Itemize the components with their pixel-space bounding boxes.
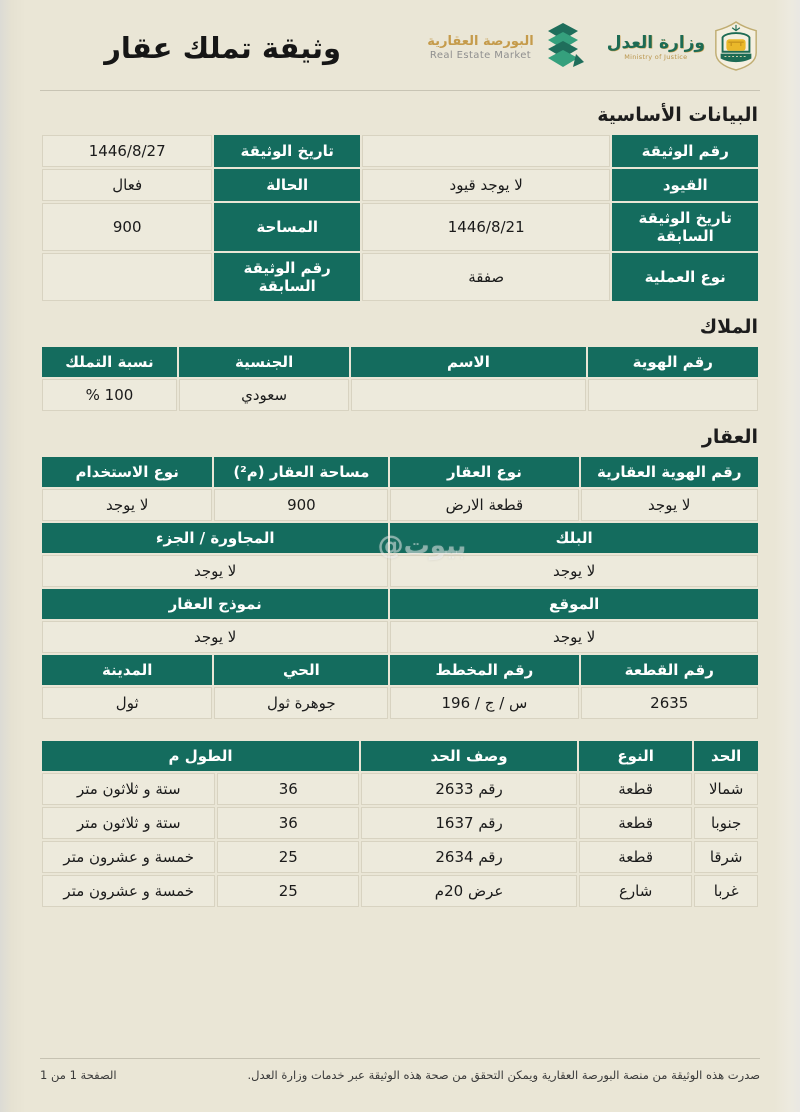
property-value-city: ثول — [42, 687, 212, 719]
section-heading-property: العقار — [701, 426, 758, 448]
property-value-block: لا يوجد — [390, 555, 758, 587]
table-row — [42, 621, 758, 653]
moj-logo-english-label: Ministry of Justice — [624, 53, 688, 62]
owners-table — [40, 345, 760, 413]
bounds-east-type: قطعة — [579, 841, 692, 873]
basic-label-restrictions: القيود — [612, 169, 758, 201]
property-header-property-type: نوع العقار — [390, 457, 578, 487]
table-row — [42, 489, 758, 521]
footer-note: صدرت هذه الوثيقة من منصة البورصة العقارية ويمكن التحقق من صحة هذه الوثيقة عبر خدمات وزارة العدل. — [247, 1068, 760, 1082]
property-header-usage-type: نوع الاستخدام — [42, 457, 212, 487]
basic-value-restrictions: لا يوجد قيود — [362, 169, 611, 201]
property-header-real-estate-id: رقم الهوية العقارية — [581, 457, 759, 487]
bounds-north-description: رقم 2633 — [361, 773, 577, 805]
owners-value-nationality: سعودي — [179, 379, 349, 411]
property-header-plan-number: رقم المخطط — [390, 655, 578, 685]
table-row — [42, 841, 758, 873]
owners-value-ownership-share: % 100 — [42, 379, 177, 411]
owners-value-name — [351, 379, 585, 411]
bounds-north-length-text: ستة و ثلاثون متر — [42, 773, 215, 805]
property-value-real-estate-id: لا يوجد — [581, 489, 759, 521]
ministry-of-justice-emblem-icon — [712, 20, 760, 76]
property-header-city: المدينة — [42, 655, 212, 685]
table-row — [42, 589, 758, 619]
table-row — [42, 457, 758, 487]
table-row — [42, 253, 758, 301]
basic-value-operation-type: صفقة — [362, 253, 611, 301]
real-estate-market-logo-text — [427, 34, 533, 63]
property-header-plot-number: رقم القطعة — [581, 655, 759, 685]
property-header-district: الحي — [214, 655, 388, 685]
boundaries-table — [40, 739, 760, 909]
section-heading-basic-data: البيانات الأساسية — [597, 104, 758, 126]
bounds-east-description: رقم 2634 — [361, 841, 577, 873]
bounds-north-type: قطعة — [579, 773, 692, 805]
bounds-east-side: شرقا — [694, 841, 758, 873]
property-header-block: البلك — [390, 523, 758, 553]
bounds-east-length-text: خمسة و عشرون متر — [42, 841, 215, 873]
real-estate-market-logo — [427, 21, 584, 75]
property-header-property-model: نموذج العقار — [42, 589, 388, 619]
property-value-plot-number: 2635 — [581, 687, 759, 719]
basic-value-area: 900 — [42, 203, 212, 251]
bounds-west-length-text: خمسة و عشرون متر — [42, 875, 215, 907]
rem-logo-english-label: Real Estate Market — [429, 49, 532, 61]
owners-header-nationality: الجنسية — [179, 347, 349, 377]
bounds-south-length-text: ستة و ثلاثون متر — [42, 807, 215, 839]
property-header-property-area: مساحة العقار (م²) — [214, 457, 388, 487]
basic-label-status: الحالة — [214, 169, 360, 201]
bounds-north-length-number: 36 — [217, 773, 359, 805]
property-value-plan-number: س / ج / 196 — [390, 687, 578, 719]
page-title: وثيقة تملك عقار — [104, 31, 342, 65]
rem-logo-arabic-label: البورصة العقارية — [427, 33, 534, 49]
header — [40, 10, 760, 91]
basic-label-previous-document-number: رقم الوثيقة السابقة — [214, 253, 360, 301]
bounds-west-side: غربا — [694, 875, 758, 907]
basic-label-operation-type: نوع العملية — [612, 253, 758, 301]
table-row — [42, 741, 758, 771]
table-row — [42, 655, 758, 685]
footer-page-number: الصفحة 1 من 1 — [40, 1068, 117, 1082]
basic-value-status: فعال — [42, 169, 212, 201]
property-value-property-model: لا يوجد — [42, 621, 388, 653]
owners-value-id-number — [588, 379, 758, 411]
basic-value-previous-document-number — [42, 253, 212, 301]
property-value-usage-type: لا يوجد — [42, 489, 212, 521]
ministry-of-justice-logo-text — [607, 34, 705, 61]
property-value-property-type: قطعة الارض — [390, 489, 578, 521]
basic-value-previous-document-date: 1446/8/21 — [362, 203, 611, 251]
property-value-location: لا يوجد — [390, 621, 758, 653]
bounds-header-side: الحد — [694, 741, 758, 771]
table-row — [42, 203, 758, 251]
watermark: بيوت@ — [377, 531, 467, 561]
bounds-south-side: جنوبا — [694, 807, 758, 839]
property-header-location: الموقع — [390, 589, 758, 619]
table-row — [42, 807, 758, 839]
table-row — [42, 379, 758, 411]
property-value-property-area: 900 — [214, 489, 388, 521]
real-estate-market-icon — [543, 21, 585, 75]
bounds-south-type: قطعة — [579, 807, 692, 839]
table-row — [42, 347, 758, 377]
bounds-west-length-number: 25 — [217, 875, 359, 907]
bounds-header-description: وصف الحد — [361, 741, 577, 771]
bounds-south-length-number: 36 — [217, 807, 359, 839]
table-row — [42, 687, 758, 719]
table-row — [42, 523, 758, 553]
basic-label-document-number: رقم الوثيقة — [612, 135, 758, 167]
moj-logo-arabic-label: وزارة العدل — [606, 33, 706, 54]
property-value-neighborhood-part: لا يوجد — [42, 555, 388, 587]
bounds-header-length: الطول م — [42, 741, 359, 771]
bounds-header-type: النوع — [579, 741, 692, 771]
basic-label-area: المساحة — [214, 203, 360, 251]
ministry-of-justice-logo — [607, 20, 760, 76]
bounds-north-side: شمالا — [694, 773, 758, 805]
bounds-west-description: عرض 20م — [361, 875, 577, 907]
table-row — [42, 773, 758, 805]
table-row — [42, 135, 758, 167]
owners-header-id-number: رقم الهوية — [588, 347, 758, 377]
owners-header-name: الاسم — [351, 347, 585, 377]
table-row — [42, 555, 758, 587]
basic-data-table — [40, 133, 760, 303]
property-value-district: جوهرة ثول — [214, 687, 388, 719]
basic-label-previous-document-date: تاريخ الوثيقة السابقة — [612, 203, 758, 251]
table-row — [42, 875, 758, 907]
basic-label-document-date: تاريخ الوثيقة — [214, 135, 360, 167]
property-table — [40, 455, 760, 721]
property-header-neighborhood-part: المجاورة / الجزء — [42, 523, 388, 553]
bounds-south-description: رقم 1637 — [361, 807, 577, 839]
section-heading-owners: الملاك — [699, 316, 758, 338]
table-row — [42, 169, 758, 201]
bounds-west-type: شارع — [579, 875, 692, 907]
basic-value-document-date: 1446/8/27 — [42, 135, 212, 167]
footer — [40, 1058, 760, 1098]
bounds-east-length-number: 25 — [217, 841, 359, 873]
owners-header-ownership-share: نسبة التملك — [42, 347, 177, 377]
basic-value-document-number — [362, 135, 611, 167]
